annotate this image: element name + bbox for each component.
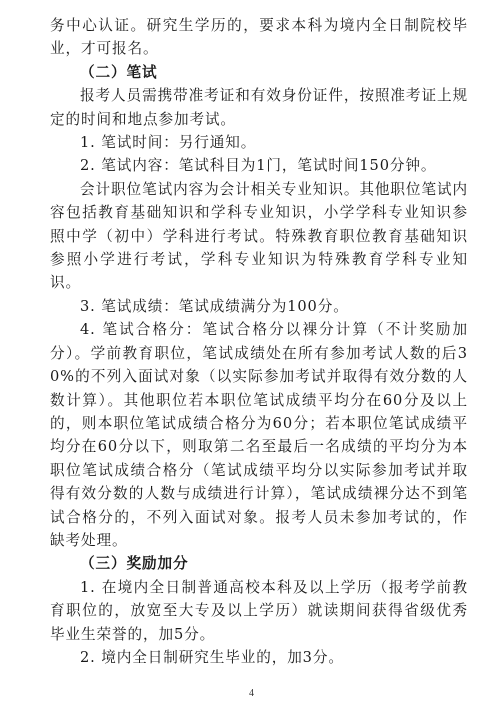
paragraph-exam-admission: 报考人员需携带准考证和有效身份证件，按照准考证上规定的时间和地点参加考试。 <box>50 87 468 128</box>
paragraph-bonus-honor: 1. 在境内全日制普通高校本科及以上学历（报考学前教育职位的，放宽至大专及以上学历）就读期间获得省级优秀毕业生荣誉的，加5分。 <box>50 578 468 643</box>
section-heading-written-exam: （二）笔试 <box>80 63 158 81</box>
section-heading-bonus-points: （三）奖励加分 <box>80 555 189 573</box>
paragraph-exam-content: 2. 笔试内容：笔试科目为1门，笔试时间150分钟。 <box>80 157 437 175</box>
paragraph-bonus-graduate: 2. 境内全日制研究生毕业的，加3分。 <box>80 648 344 666</box>
document-page <box>50 14 468 669</box>
paragraph-passing-score: 4. 笔试合格分：笔试合格分以裸分计算（不计奖励加分）。学前教育职位，笔试成绩处在所有参加考试人数的后30%的不列入面试对象（以实际参加考试并取得有效分数的人数计算）。其他职位若本职位笔试成绩平均分在60分及以上的，则本职位笔试成绩合格分为60分；若本职位笔试成绩平均分在60分以下，则取第二名至最后一名成绩的平均分为本职位笔试成绩合格分（笔试成绩平均分以实际参加考试并取得有效分数的人数与成绩进行计算），笔试成绩裸分达不到笔试合格分的，不列入面试对象。报考人员未参加考试的，作缺考处理。 <box>50 321 468 549</box>
paragraph-exam-subjects: 会计职位笔试内容为会计相关专业知识。其他职位笔试内容包括教育基础知识和学科专业知识，小学学科专业知识参照中学（初中）学科进行考试。特殊教育职位教育基础知识参照小学进行考试，学科专业知识为特殊教育学科专业知识。 <box>50 180 468 292</box>
paragraph-education-requirement: 务中心认证。研究生学历的，要求本科为境内全日制院校毕业，才可报名。 <box>50 17 468 58</box>
paragraph-exam-time: 1. 笔试时间：另行通知。 <box>80 134 257 152</box>
paragraph-exam-score: 3. 笔试成绩：笔试成绩满分为100分。 <box>80 297 349 315</box>
page-number: 4 <box>249 688 254 699</box>
